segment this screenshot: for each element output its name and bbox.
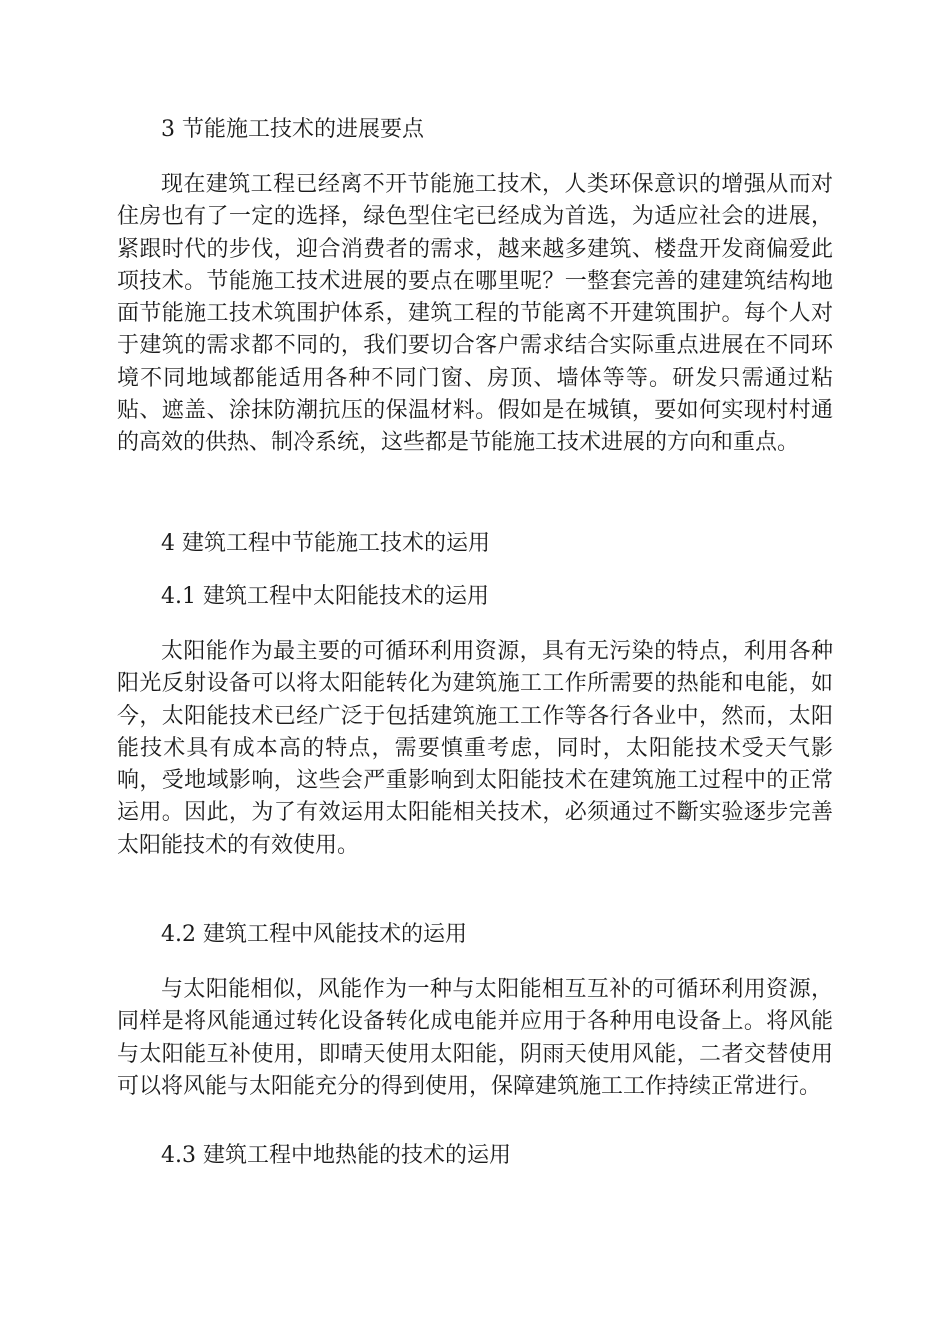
paragraph-line: 运用。因此，为了有效运用太阳能相关技术，必须通过不斷实验逐步完善: [117, 800, 833, 826]
paragraph-line: 可以将风能与太阳能充分的得到使用，保障建筑施工工作持续正常进行。: [117, 1073, 822, 1099]
paragraph-line: 今，太阳能技术已经广泛于包括建筑施工工作等各行各业中，然而，太阳: [117, 703, 833, 729]
paragraph-line: 的高效的供热、制冷系统，这些都是节能施工技术进展的方向和重点。: [117, 430, 800, 456]
paragraph-line: 紧跟时代的步伐，迎合消费者的需求，越来越多建筑、楼盘开发商偏爱此: [117, 236, 833, 262]
section-4-heading: 4 建筑工程中节能施工技术的运用: [161, 531, 490, 556]
paragraph-line: 与太阳能相似，风能作为一种与太阳能相互互补的可循环利用资源，: [161, 977, 833, 1002]
section-3-heading: 3 节能施工技术的进展要点: [161, 117, 424, 142]
paragraph-line: 面节能施工技术筑围护体系，建筑工程的节能离不开建筑围护。每个人对: [117, 301, 833, 327]
paragraph-line: 响，受地域影响，这些会严重影响到太阳能技术在建筑施工过程中的正常: [117, 768, 833, 794]
paragraph-line: 现在建筑工程已经离不开节能施工技术，人类环保意识的增强从而对: [161, 172, 833, 197]
paragraph-line: 阳光反射设备可以将太阳能转化为建筑施工工作所需要的热能和电能，如: [117, 671, 833, 697]
paragraph-line: 能技术具有成本高的特点，需要慎重考虑，同时，太阳能技术受天气影: [117, 735, 833, 761]
section-3-paragraph: [117, 169, 833, 460]
paragraph-line: 同样是将风能通过转化设备转化成电能并应用于各种用电设备上。将风能: [117, 1009, 833, 1035]
paragraph-line: 境不同地域都能适用各种不同门窗、房顶、墙体等等。研发只需通过粘: [117, 365, 833, 391]
paragraph-line: 太阳能技术的有效使用。: [117, 832, 360, 858]
paragraph-line: 与太阳能互补使用，即晴天使用太阳能，阴雨天使用风能，二者交替使用: [117, 1041, 833, 1067]
paragraph-line: 于建筑的需求都不同的，我们要切合客户需求结合实际重点进展在不同环: [117, 333, 833, 359]
paragraph-line: 项技术。节能施工技术进展的要点在哪里呢？一整套完善的建建筑结构地: [117, 268, 833, 294]
paragraph-line: 太阳能作为最主要的可循环利用资源，具有无污染的特点，利用各种: [161, 639, 833, 664]
section-4-2-heading: 4.2 建筑工程中风能技术的运用: [161, 922, 467, 947]
section-4-3-heading: 4.3 建筑工程中地热能的技术的运用: [161, 1143, 511, 1168]
section-4-1-paragraph: [117, 636, 833, 862]
paragraph-line: 贴、遮盖、涂抹防潮抗压的保温材料。假如是在城镇，要如何实现村村通: [117, 398, 833, 424]
paragraph-line: 住房也有了一定的选择，绿色型住宅已经成为首选，为适应社会的进展，: [117, 204, 833, 230]
section-4-2-paragraph: [117, 974, 833, 1103]
section-4-1-heading: 4.1 建筑工程中太阳能技术的运用: [161, 584, 489, 609]
